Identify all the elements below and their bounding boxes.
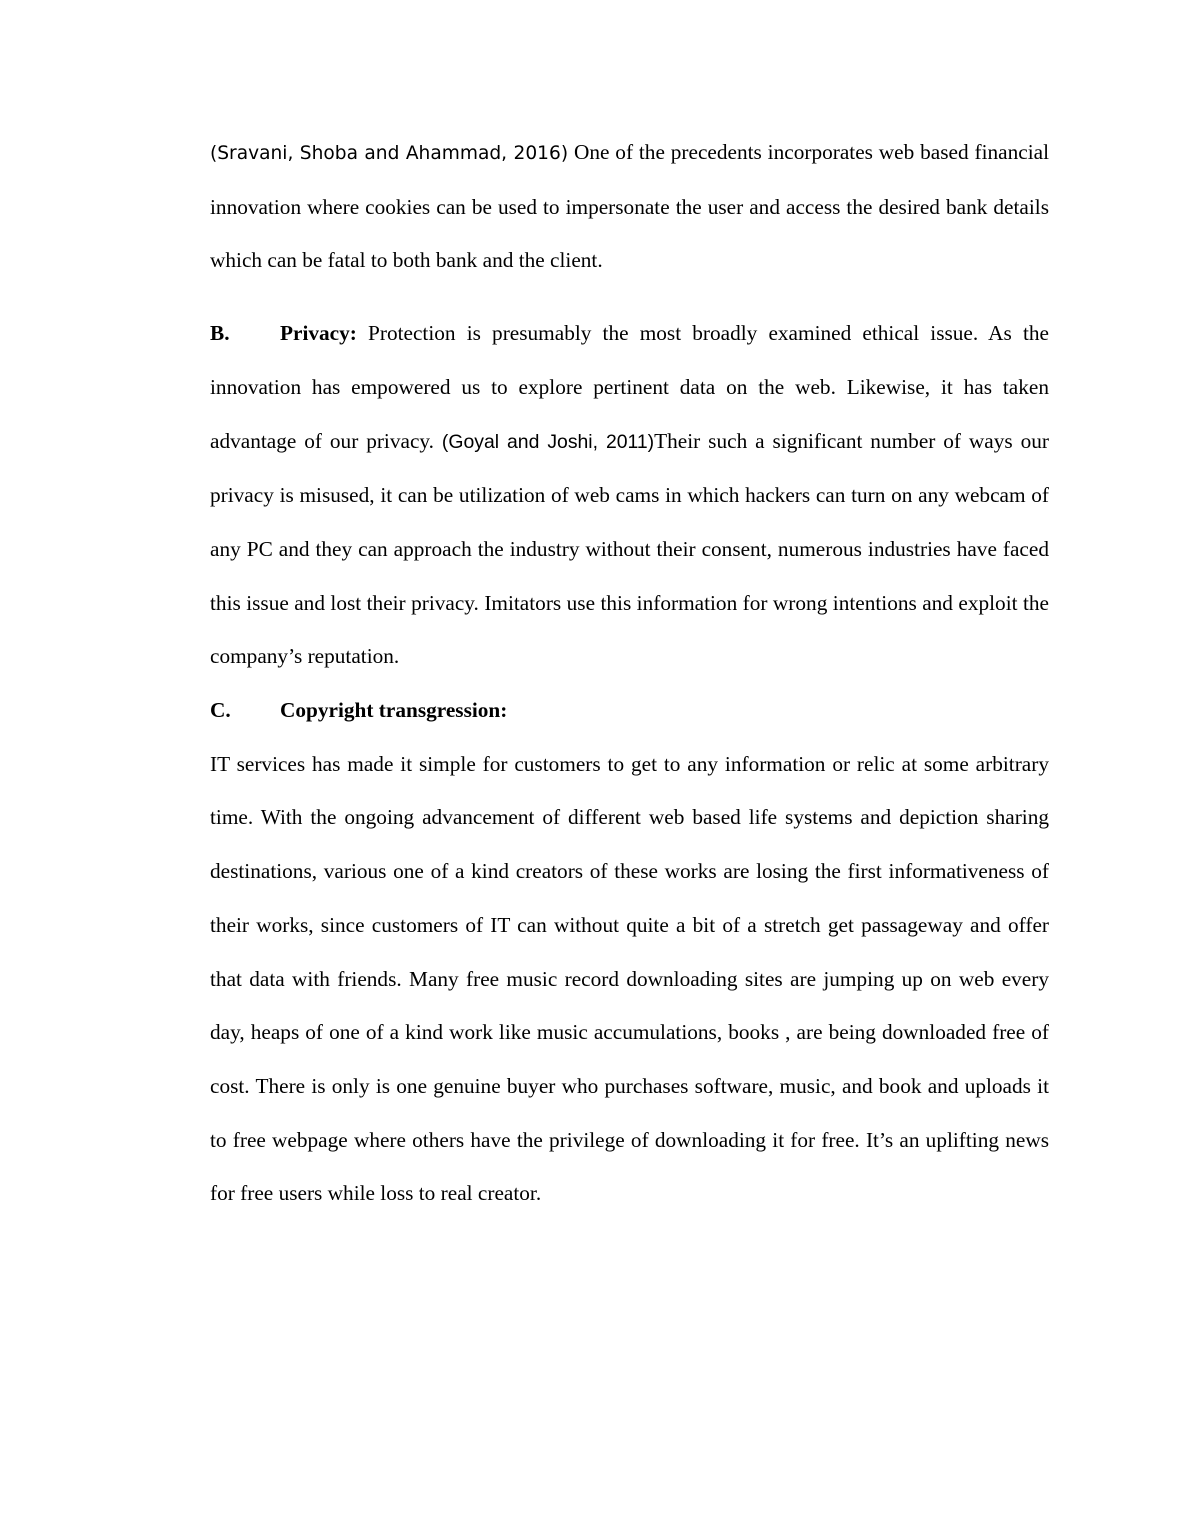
section-marker-b: B.: [210, 321, 230, 346]
heading-copyright: [210, 684, 1049, 738]
paragraph-copyright: IT services has made it simple for customers to get to any information or relic at some arbitrary time. With the ongoing advancement of different web based life systems and depiction sharing destinations, various one of a kind creators of these works are losing the first informativeness of their works, since customers of IT can without quite a bit of a stretch get passageway and offer that data with friends. Many free music record downloading sites are jumping up on web every day, heaps of one of a kind work like music accumulations, books , are being downloaded free of cost. There is only is one genuine buyer who purchases software, music, and book and uploads it to free webpage where others have the privilege of downloading it for free. It’s an uplifting news for free users while loss to real creator.: [210, 751, 1049, 1206]
paragraph-precedent-text: One of the precedents incorporates web based financial innovation where cookies can be used to impersonate the user and access the desired bank details which can be fatal to both bank and the client.: [210, 140, 1049, 273]
citation-goyal: (Goyal and Joshi, 2011): [441, 430, 655, 453]
paragraph-privacy-text-1: Protection is presumably the most broadly examined ethical issue. As the innovation has empowered us to explore pertinent data on the web. Likewise, it has taken advantage of our privacy.: [210, 321, 1049, 453]
paragraph-privacy: [210, 307, 1049, 684]
paragraph-privacy-text-2: Their such a significant number of ways our privacy is misused, it can be utilization of web cams in which hackers can turn on any webcam of any PC and they can approach the industry without their consent, numerous industries have faced this issue and lost their privacy. Imitators use this information for wrong intentions and exploit the company’s reputation.: [210, 428, 1050, 669]
section-heading-privacy: Privacy:: [280, 321, 357, 346]
document-body: [210, 126, 1049, 1221]
citation-sravani: (Sravani, Shoba and Ahammad, 2016): [210, 143, 569, 164]
section-heading-copyright: Copyright transgression:: [280, 698, 508, 723]
paragraph-precedent: [210, 126, 1049, 288]
section-marker-c: C.: [210, 698, 231, 723]
